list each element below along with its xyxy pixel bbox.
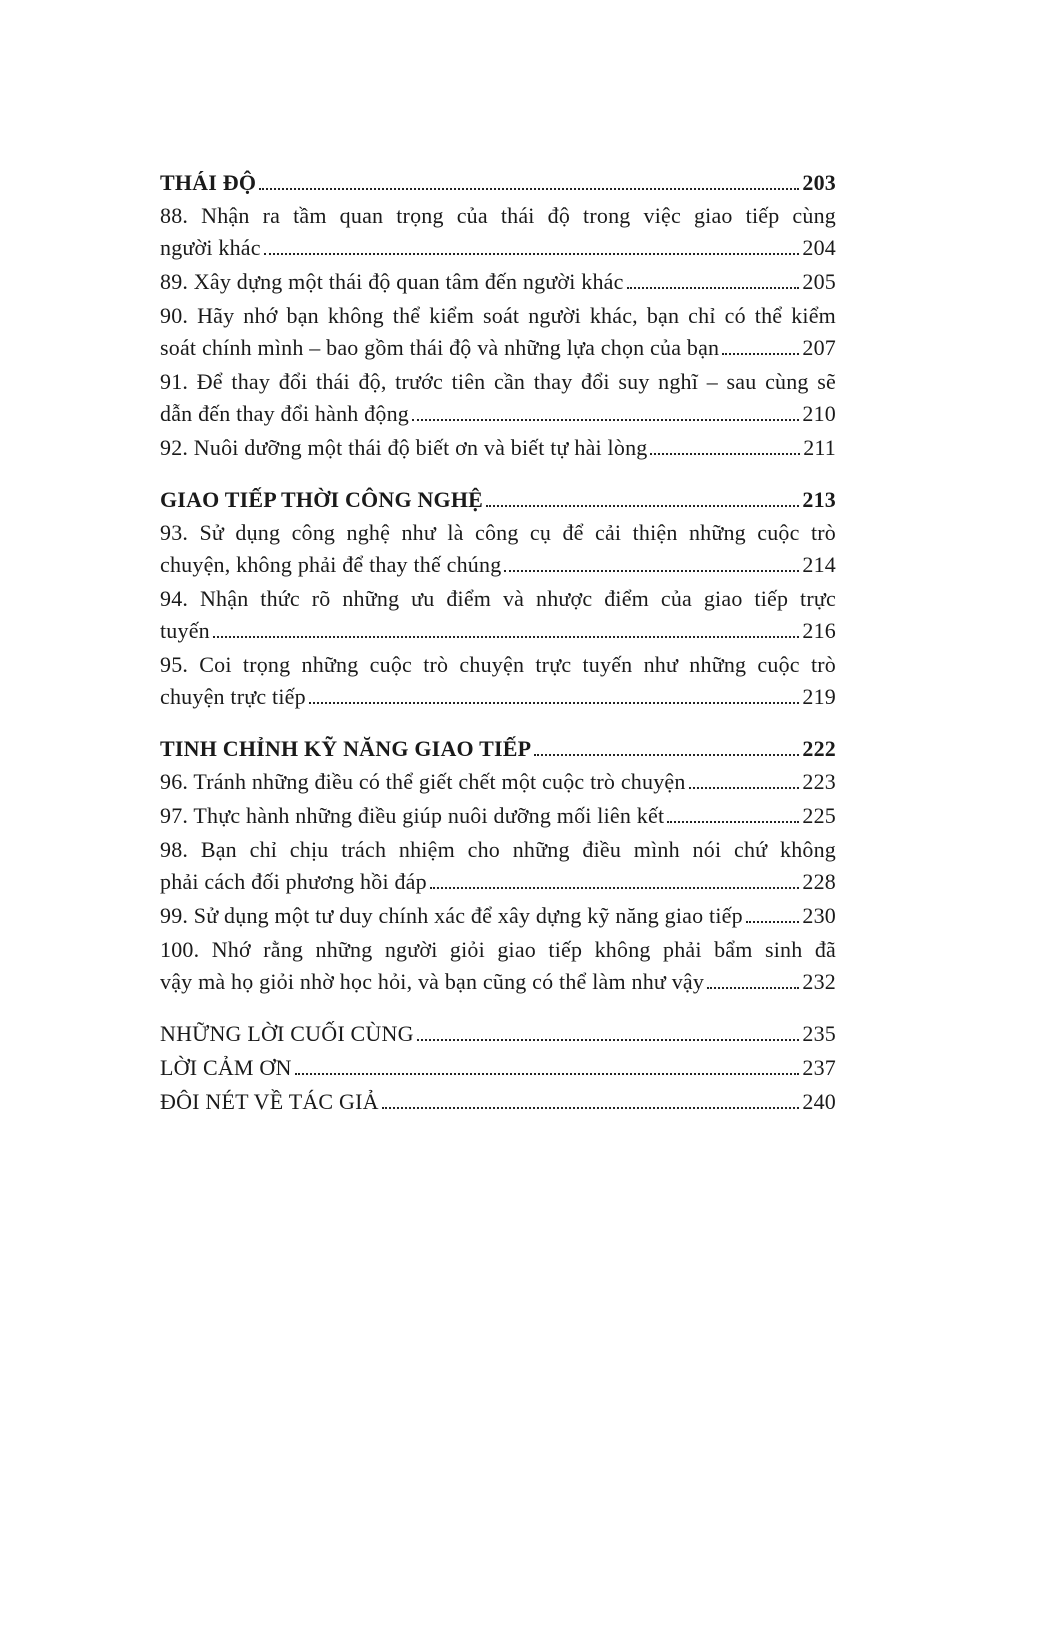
entry-text-line: 91. Để thay đổi thái độ, trước tiên cần thay đổi suy nghĩ – sau cùng sẽ: [160, 369, 836, 394]
entry-text-line: 89. Xây dựng một thái độ quan tâm đến người khác: [160, 269, 624, 294]
entry-text-line: 96. Tránh những điều có thể giết chết một cuộc trò chuyện: [160, 769, 686, 794]
page-number: 228: [802, 869, 836, 894]
page-number: 219: [802, 684, 836, 709]
dot-leader: [412, 419, 799, 421]
toc-entry[interactable]: [160, 432, 836, 464]
dot-leader: [722, 353, 799, 355]
dot-leader: [417, 1039, 800, 1041]
entry-text-line: 95. Coi trọng những cuộc trò chuyện trực tuyến như những cuộc trò: [160, 652, 836, 677]
toc-entry-closing[interactable]: [160, 1052, 836, 1084]
section-heading[interactable]: [160, 484, 836, 516]
dot-leader: [309, 702, 800, 704]
page-number: 205: [802, 269, 836, 294]
dot-leader: [259, 188, 799, 190]
page-number: 203: [802, 170, 836, 195]
toc-entry[interactable]: [160, 266, 836, 298]
toc-entry[interactable]: [160, 900, 836, 932]
page-number: 216: [802, 618, 836, 643]
toc-entry-closing[interactable]: [160, 1086, 836, 1118]
page-number: 204: [802, 235, 836, 260]
dot-leader: [486, 505, 799, 507]
page-number: 237: [802, 1055, 836, 1080]
page-number: 213: [802, 487, 836, 512]
toc-section-closing: [160, 1018, 836, 1118]
entry-text-line: 98. Bạn chỉ chịu trách nhiệm cho những điều mình nói chứ không: [160, 837, 836, 862]
section-title: THÁI ĐỘ: [160, 170, 257, 195]
entry-text-line: chuyện, không phải để thay thế chúng: [160, 552, 502, 577]
entry-text-line: LỜI CẢM ƠN: [160, 1055, 292, 1080]
entry-text-line: tuyến: [160, 618, 210, 643]
entry-text-line: ĐÔI NÉT VỀ TÁC GIẢ: [160, 1089, 379, 1114]
dot-leader: [667, 821, 799, 823]
page-number: 230: [802, 903, 836, 928]
entry-text-line: vậy mà họ giỏi nhờ học hỏi, và bạn cũng có thể làm như vậy: [160, 969, 705, 994]
toc-section-refine: [160, 733, 836, 998]
dot-leader: [650, 453, 800, 455]
page-number: 210: [802, 401, 836, 426]
entry-text-line: 100. Nhớ rằng những người giỏi giao tiếp không phải bẩm sinh đã: [160, 937, 836, 962]
section-title: TINH CHỈNH KỸ NĂNG GIAO TIẾP: [160, 736, 532, 761]
dot-leader: [627, 287, 800, 289]
page-number: 214: [802, 552, 836, 577]
page-number: 211: [803, 435, 836, 460]
entry-text-line: 88. Nhận ra tầm quan trọng của thái độ trong việc giao tiếp cùng: [160, 203, 836, 228]
entry-text-line: phải cách đối phương hồi đáp: [160, 869, 427, 894]
section-heading[interactable]: [160, 167, 836, 199]
toc-entry[interactable]: [160, 800, 836, 832]
dot-leader: [213, 636, 800, 638]
toc-entry[interactable]: [160, 934, 836, 998]
page-number: 235: [802, 1021, 836, 1046]
entry-text-line: 97. Thực hành những điều giúp nuôi dưỡng mối liên kết: [160, 803, 665, 828]
entry-text-line: soát chính mình – bao gồm thái độ và những lựa chọn của bạn: [160, 335, 720, 360]
dot-leader: [746, 921, 800, 923]
section-heading[interactable]: [160, 733, 836, 765]
entry-text-line: 99. Sử dụng một tư duy chính xác để xây dựng kỹ năng giao tiếp: [160, 903, 743, 928]
toc-entry[interactable]: [160, 649, 836, 713]
dot-leader: [295, 1073, 800, 1075]
page-number: 225: [802, 803, 836, 828]
toc-entry[interactable]: [160, 366, 836, 430]
dot-leader: [689, 787, 800, 789]
entry-text-line: người khác: [160, 235, 261, 260]
toc-entry[interactable]: [160, 766, 836, 798]
page-number: 240: [802, 1089, 836, 1114]
entry-text-line: 93. Sử dụng công nghệ như là công cụ để cải thiện những cuộc trò: [160, 520, 836, 545]
toc-entry[interactable]: [160, 200, 836, 264]
entry-text-line: NHỮNG LỜI CUỐI CÙNG: [160, 1021, 414, 1046]
toc-section-attitude: [160, 167, 836, 464]
page-number: 232: [802, 969, 836, 994]
toc-entry[interactable]: [160, 300, 836, 364]
toc-entry-closing[interactable]: [160, 1018, 836, 1050]
dot-leader: [382, 1107, 800, 1109]
dot-leader: [504, 570, 799, 572]
toc-entry[interactable]: [160, 583, 836, 647]
toc-section-tech: [160, 484, 836, 713]
page-number: 223: [802, 769, 836, 794]
entry-text-line: dẫn đến thay đổi hành động: [160, 401, 409, 426]
page-number: 207: [802, 335, 836, 360]
section-title: GIAO TIẾP THỜI CÔNG NGHỆ: [160, 487, 484, 512]
dot-leader: [430, 887, 800, 889]
entry-text-line: 92. Nuôi dưỡng một thái độ biết ơn và biết tự hài lòng: [160, 435, 648, 460]
dot-leader: [264, 253, 800, 255]
table-of-contents: [160, 167, 836, 1138]
entry-text-line: 90. Hãy nhớ bạn không thể kiểm soát người khác, bạn chỉ có thể kiểm: [160, 303, 836, 328]
entry-text-line: chuyện trực tiếp: [160, 684, 306, 709]
page-number: 222: [802, 736, 836, 761]
toc-entry[interactable]: [160, 834, 836, 898]
dot-leader: [534, 754, 799, 756]
dot-leader: [707, 987, 799, 989]
entry-text-line: 94. Nhận thức rõ những ưu điểm và nhược điểm của giao tiếp trực: [160, 586, 836, 611]
toc-entry[interactable]: [160, 517, 836, 581]
